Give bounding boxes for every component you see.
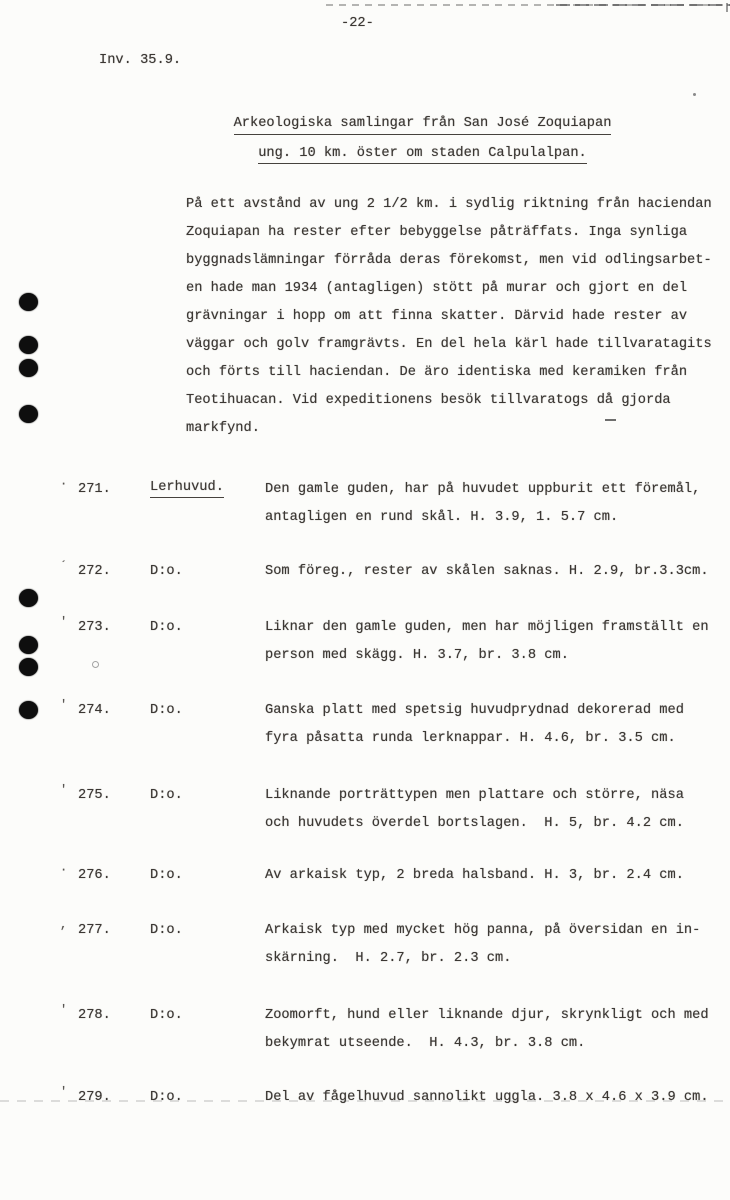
punch-hole-dot [19,636,38,654]
punch-hole-dot [19,658,38,676]
entry-type-label: Lerhuvud. [150,480,224,498]
entry-number: 271. [78,482,111,497]
entry-description-line: Liknar den gamle guden, men har möjligen framställt en [265,620,709,635]
entry-type-label: D:o. [150,1090,183,1105]
entry-number: 273. [78,620,111,635]
entry-description [265,862,684,890]
entry-description-line: Liknande porträttypen men plattare och större, näsa [265,788,684,803]
page-number: -22- [341,16,374,31]
entry-description [265,1084,709,1112]
intro-line: och förts till haciendan. De äro identiska med keramiken från [186,365,688,380]
inventory-number: Inv. 35.9. [99,53,182,68]
punch-hole-dot [19,589,38,607]
entry-description-line: Del av fågelhuvud sannolikt uggla. 3.8 x 4.6 x 3.9 cm. [265,1090,709,1105]
entry-description [265,558,709,586]
entry-type-label: D:o. [150,868,183,883]
entry-type-label: D:o. [150,1008,183,1023]
punch-hole-dot [19,359,38,377]
entry-type-label: D:o. [150,620,183,635]
ink-speck-dot [693,93,696,96]
check-mark: ´ [60,559,68,573]
intro-line: Teotihuacan. Vid expeditionens besök tillvaratogs då gjorda [186,393,671,408]
entry-description-line: Den gamle guden, har på huvudet uppburit ett föremål, [265,482,701,497]
entry-description [265,476,700,532]
intro-line: väggar och golv framgrävts. En del hela kärl hade tillvaratagits [186,337,712,352]
intro-line: byggnadslämningar förråda deras förekomst, men vid odlingsarbet- [186,253,712,268]
entry-description [265,697,684,753]
check-mark: ' [60,1085,68,1099]
check-mark: ' [60,698,68,712]
entry-description [265,917,700,973]
entry-description [265,614,709,670]
entry-number: 277. [78,923,111,938]
entry-number: 272. [78,564,111,579]
entry-number: 279. [78,1090,111,1105]
entry-description-line: antagligen en rund skål. H. 3.9, 1. 5.7 cm. [265,510,619,525]
check-mark: , [60,918,68,932]
entry-number: 276. [78,868,111,883]
entry-description-line: Ganska platt med spetsig huvudprydnad dekorerad med [265,703,684,718]
entry-description-line: person med skägg. H. 3.7, br. 3.8 cm. [265,648,569,663]
check-mark: ' [60,615,68,629]
intro-line: markfynd. [186,421,260,436]
entry-type-label: D:o. [150,703,183,718]
entry-number: 274. [78,703,111,718]
intro-line: Zoquiapan ha rester efter bebyggelse påträffats. Inga synliga [186,225,688,240]
punch-hole-dot [19,701,38,719]
scan-artifact-tick [726,3,728,12]
intro-line: en hade man 1934 (antagligen) stött på murar och gjort en del [186,281,688,296]
ink-speck-ring [92,661,99,668]
entry-number: 278. [78,1008,111,1023]
entry-description [265,1002,709,1058]
entry-description-line: Arkaisk typ med mycket hög panna, på översidan en in- [265,923,701,938]
introduction-paragraph [186,191,712,443]
entry-description-line: bekymrat utseende. H. 4.3, br. 3.8 cm. [265,1036,586,1051]
entry-description-line: Zoomorft, hund eller liknande djur, skrynkligt och med [265,1008,709,1023]
entry-description [265,782,684,838]
entry-type-label: D:o. [150,564,183,579]
entry-description-line: skärning. H. 2.7, br. 2.3 cm. [265,951,512,966]
title-line-2: ung. 10 km. öster om staden Calpulalpan. [258,146,587,165]
check-mark: ' [60,1003,68,1017]
title-line-1: Arkeologiska samlingar från San José Zoquiapan [234,116,612,135]
entry-description-line: och huvudets överdel bortslagen. H. 5, br. 4.2 cm. [265,816,684,831]
check-mark: · [60,477,68,491]
punch-hole-dot [19,293,38,311]
check-mark: ' [60,783,68,797]
entry-type-label: D:o. [150,788,183,803]
entry-type-label: D:o. [150,923,183,938]
punch-hole-dot [19,336,38,354]
intro-line: grävningar i hopp om att finna skatter. Därvid hade rester av [186,309,688,324]
entry-description-line: Som föreg., rester av skålen saknas. H. 2.9, br.3.3cm. [265,564,709,579]
intro-line: På ett avstånd av ung 2 1/2 km. i sydlig riktning från haciendan [186,197,712,212]
document-title [225,116,620,175]
entry-number: 275. [78,788,111,803]
check-mark: · [60,863,68,877]
scan-artifact-line-top-dark [556,4,730,6]
entry-description-line: fyra påsatta runda lerknappar. H. 4.6, br. 3.5 cm. [265,731,676,746]
entry-description-line: Av arkaisk typ, 2 breda halsband. H. 3, br. 2.4 cm. [265,868,684,883]
punch-hole-dot [19,405,38,423]
